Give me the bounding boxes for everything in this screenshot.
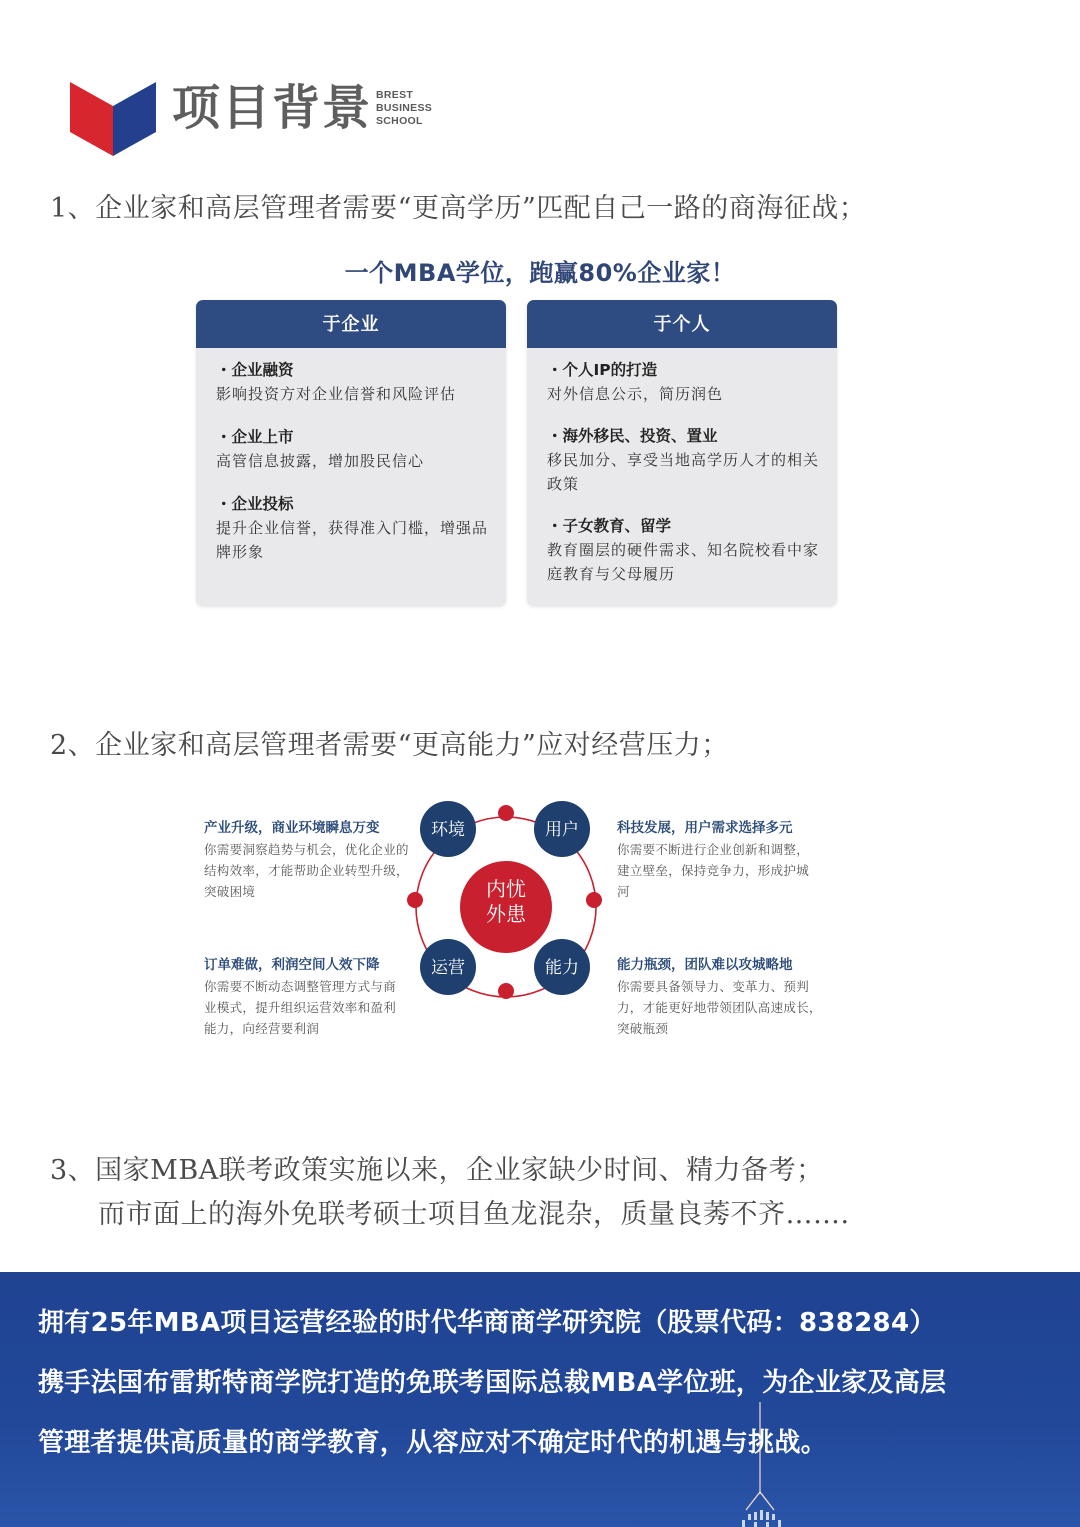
card-item-desc: 影响投资方对企业信誉和风险评估 — [216, 385, 457, 403]
section-3-heading-line2: 而市面上的海外免联考硕士项目鱼龙混杂，质量良莠不齐……. — [98, 1199, 850, 1230]
node-label: 运营 — [431, 958, 465, 978]
card-enterprise — [196, 300, 506, 606]
card-item-title: ・个人IP的打造 — [547, 361, 658, 379]
card-item-title: ・海外移民、投资、置业 — [547, 427, 718, 445]
page-title: 项目背景 — [172, 80, 373, 136]
node-label: 环境 — [431, 820, 465, 840]
card-item-title: ・企业融资 — [216, 361, 294, 379]
block-desc: 你需要不断进行企业创新和调整，建立壁垒，保持竞争力，形成护城河 — [617, 842, 810, 899]
center-label-1: 内忧 — [486, 877, 526, 901]
card-header: 于企业 — [196, 300, 506, 348]
block-title: 科技发展，用户需求选择多元 — [617, 820, 793, 836]
card-header: 于个人 — [527, 300, 837, 348]
block-title: 产业升级，商业环境瞬息万变 — [204, 820, 380, 836]
tagline: 一个MBA学位，跑赢80%企业家！ — [344, 259, 736, 287]
node-label: 用户 — [545, 820, 579, 840]
skyscraper-icon — [720, 1402, 810, 1527]
section-1-heading: 1、企业家和高层管理者需要“更高学历”匹配自己一路的商海征战； — [50, 193, 867, 224]
node-label: 能力 — [545, 958, 579, 978]
pressure-block-operations — [204, 955, 419, 1039]
card-item-desc: 提升企业信誉，获得准入门槛，增强品牌形象 — [216, 519, 489, 561]
pressure-cycle-diagram — [400, 795, 620, 1005]
block-desc: 你需要具备领导力、变革力、预判力，才能更好地带领团队高速成长，突破瓶颈 — [617, 979, 822, 1036]
block-desc: 你需要洞察趋势与机会，优化企业的结构效率，才能帮助企业转型升级，突破困境 — [204, 842, 409, 899]
card-item-title: ・企业投标 — [216, 495, 294, 513]
card-item — [216, 492, 490, 564]
card-item-title: ・企业上市 — [216, 428, 294, 446]
card-item — [216, 358, 490, 406]
card-item-desc: 教育圈层的硬件需求、知名院校看中家庭教育与父母履历 — [547, 541, 820, 583]
section-2-heading: 2、企业家和高层管理者需要“更高能力”应对经营压力； — [50, 730, 729, 761]
school-name — [376, 89, 432, 128]
block-title: 订单难做，利润空间人效下降 — [204, 957, 380, 973]
school-line-2: BUSINESS — [376, 102, 433, 114]
pressure-block-users — [617, 818, 832, 902]
banner-line: 拥有25年MBA项目运营经验的时代华商商学研究院（股票代码：838284） — [38, 1308, 936, 1338]
card-item-desc: 移民加分、享受当地高学历人才的相关政策 — [547, 451, 820, 493]
card-item — [216, 425, 490, 473]
card-item — [547, 514, 821, 586]
center-label-2: 外患 — [486, 902, 526, 926]
banner-line: 携手法国布雷斯特商学院打造的免联考国际总裁MBA学位班，为企业家及高层 — [38, 1368, 947, 1398]
block-title: 能力瓶颈，团队难以攻城略地 — [617, 957, 793, 973]
ring-dot — [586, 892, 602, 908]
pressure-block-environment — [204, 818, 419, 902]
school-line-1: BREST — [376, 89, 414, 101]
card-item — [547, 358, 821, 406]
brest-logo-icon — [70, 80, 156, 156]
card-item-desc: 对外信息公示，简历润色 — [547, 385, 724, 403]
section-3-heading: 3、国家MBA联考政策实施以来，企业家缺少时间、精力备考； — [50, 1155, 824, 1186]
ring-dot — [498, 805, 514, 821]
school-line-3: SCHOOL — [376, 115, 423, 127]
ring-dot — [498, 983, 514, 999]
block-desc: 你需要不断动态调整管理方式与商业模式，提升组织运营效率和盈利能力，向经营要利润 — [204, 979, 397, 1036]
banner-line: 管理者提供高质量的商学教育，从容应对不确定时代的机遇与挑战。 — [38, 1428, 828, 1458]
card-item-desc: 高管信息披露，增加股民信心 — [216, 452, 425, 470]
pressure-block-capability — [617, 955, 832, 1039]
card-personal — [527, 300, 837, 606]
card-item-title: ・子女教育、留学 — [547, 517, 672, 535]
card-item — [547, 424, 821, 496]
promo-banner — [0, 1272, 1080, 1527]
